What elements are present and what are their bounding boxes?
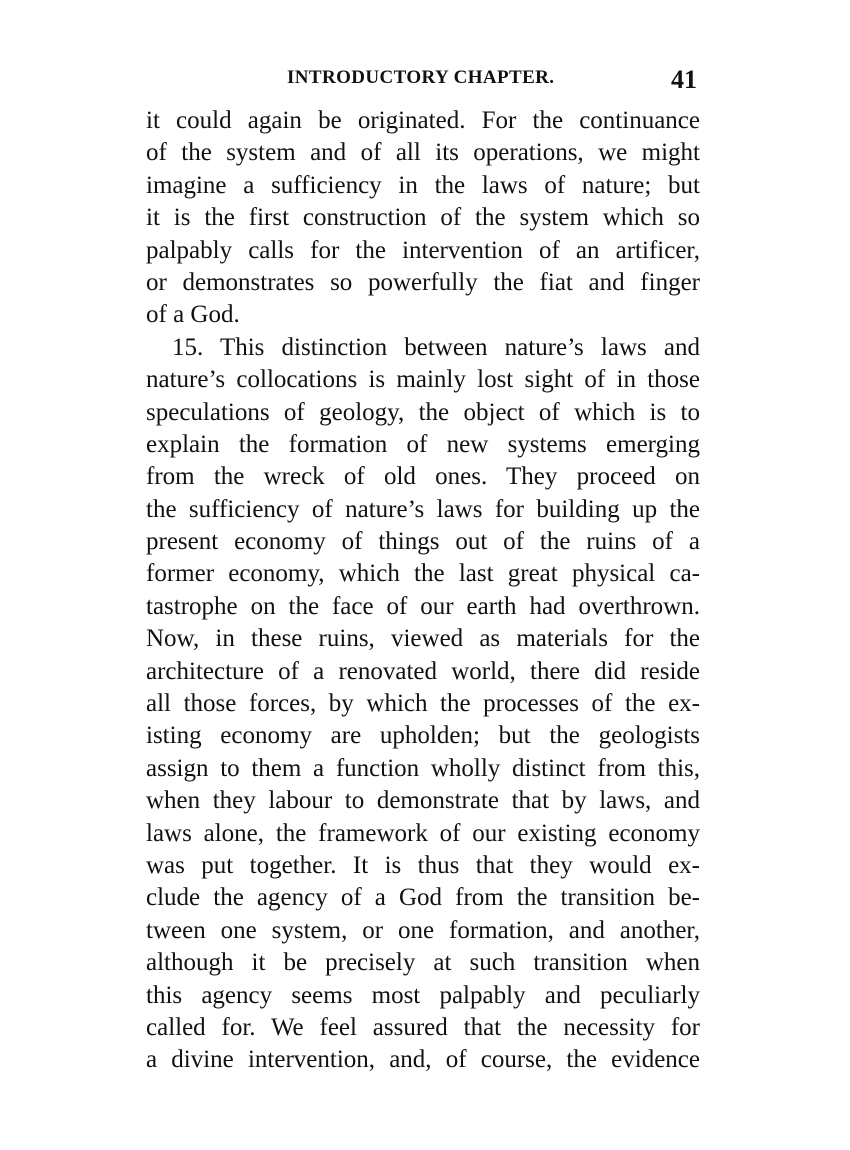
text-line: laws alone, the framework of our existing economy — [146, 819, 700, 847]
text-line: assign to them a function wholly distinct from this, — [146, 754, 700, 782]
text-line: called for. We feel assured that the necessity for — [146, 1013, 700, 1041]
text-line: isting economy are upholden; but the geologists — [146, 722, 700, 750]
body-text — [146, 105, 700, 1077]
text-line: or demonstrates so powerfully the fiat and finger — [146, 268, 700, 296]
text-line: nature’s collocations is mainly lost sight of in those — [146, 366, 700, 394]
text-line: from the wreck of old ones. They proceed on — [146, 463, 700, 491]
text-line: the sufficiency of nature’s laws for building up the — [146, 495, 700, 523]
text-line: it could again be originated. For the continuance — [146, 107, 700, 134]
page-number: 41 — [671, 65, 697, 94]
text-line: a divine intervention, and, of course, the evidence — [146, 1046, 700, 1074]
text-line: when they labour to demonstrate that by laws, and — [146, 787, 700, 815]
text-line: palpably calls for the intervention of an artificer, — [146, 236, 700, 264]
text-line: explain the formation of new systems emerging — [146, 430, 700, 458]
chapter-title: INTRODUCTORY CHAPTER. — [287, 67, 555, 88]
text-line: this agency seems most palpably and peculiarly — [146, 981, 700, 1009]
text-line: tween one system, or one formation, and another, — [146, 916, 700, 944]
text-line: all those forces, by which the processes of the ex- — [146, 690, 700, 718]
text-line: tastrophe on the face of our earth had overthrown. — [146, 592, 700, 620]
text-line: although it be precisely at such transition when — [146, 949, 700, 977]
text-line: clude the agency of a God from the transition be- — [146, 884, 700, 912]
text-line: of a God. — [146, 301, 240, 329]
paragraph-start-line: 15. This distinction between nature’s laws and — [172, 333, 700, 361]
text-line: it is the first construction of the system which so — [146, 204, 700, 232]
text-line: of the system and of all its operations, we might — [146, 139, 700, 167]
text-line: imagine a sufficiency in the laws of nature; but — [146, 171, 700, 199]
text-line: former economy, which the last great physical ca- — [146, 560, 700, 588]
text-line: architecture of a renovated world, there did reside — [146, 657, 700, 685]
running-head — [0, 64, 850, 92]
text-line: Now, in these ruins, viewed as materials for the — [146, 625, 700, 653]
text-line: present economy of things out of the ruins of a — [146, 528, 700, 556]
text-line: speculations of geology, the object of which is to — [146, 398, 700, 426]
text-line: was put together. It is thus that they would ex- — [146, 851, 700, 879]
